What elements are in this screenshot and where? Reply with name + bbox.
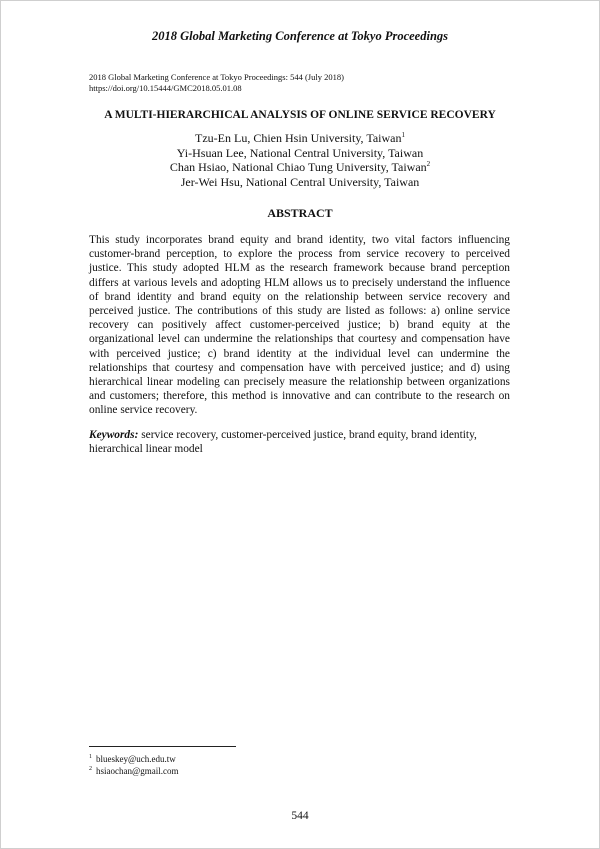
footnote xyxy=(89,754,179,766)
footnote-mark: 1 xyxy=(89,754,92,760)
author-line: Tzu-En Lu, Chien Hsin University, Taiwan$^1$ xyxy=(195,131,405,145)
abstract-heading: ABSTRACT xyxy=(267,206,333,220)
running-header: 2018 Global Marketing Conference at Tokyo Proceedings xyxy=(151,29,449,43)
citation-block xyxy=(89,72,344,94)
keywords-text: service recovery, customer-perceived justice, brand equity, brand identity, hierarchical linear model xyxy=(89,429,477,456)
affiliation-mark: 2 xyxy=(426,160,431,168)
citation-line: 2018 Global Marketing Conference at Tokyo Proceedings: 544 (July 2018) xyxy=(89,72,344,82)
author-line: Chan Hsiao, National Chiao Tung University, Taiwan$^2$ xyxy=(169,160,431,174)
author-line: Jer-Wei Hsu, National Central University, Taiwan xyxy=(180,174,420,189)
email-link[interactable]: hsiaochan@gmail.com xyxy=(96,765,179,776)
keywords xyxy=(89,428,510,456)
doi-link[interactable]: https://doi.org/10.15444/GMC2018.05.01.08 xyxy=(89,83,242,93)
footnote-divider xyxy=(89,746,236,747)
page-number: 544 xyxy=(291,810,309,822)
paper-title: A MULTI-HIERARCHICAL ANALYSIS OF ONLINE SERVICE RECOVERY xyxy=(104,109,496,121)
footnote-mark: 2 xyxy=(89,765,92,772)
affiliation-mark: 1 xyxy=(401,131,405,139)
author-list xyxy=(0,131,600,189)
footnote xyxy=(89,766,179,778)
keywords-label: Keywords: xyxy=(89,429,139,441)
abstract-body: This study incorporates brand equity and brand identity, two vital factors influencing customer-brand perception, to explore the process from service recovery to perceived justice. This study adopted HLM as the research framework because brand perception differs at various levels and adopting HLM allows us to precisely understand the influence of brand identity and brand equity on the relationship between service recovery and perceived justice. The contributions of this study are listed as follows: a) online service recovery can positively affect customer-perceived justice; b) brand equity at the organizational level can undermine the relationships that courtesy and compensation have with perceived justice; c) brand identity at the individual level can undermine the relationships that courtesy and compensation have with perceived justice; and d) using hierarchical linear modeling can precisely measure the relationship between organizations and customers; therefore, this method is innovative and can contribute to the research on online service recovery. xyxy=(89,234,510,417)
email-link[interactable]: blueskey@uch.edu.tw xyxy=(96,754,176,764)
author-line: Yi-Hsuan Lee, National Central University, Taiwan xyxy=(176,145,424,160)
footnotes xyxy=(89,754,179,777)
